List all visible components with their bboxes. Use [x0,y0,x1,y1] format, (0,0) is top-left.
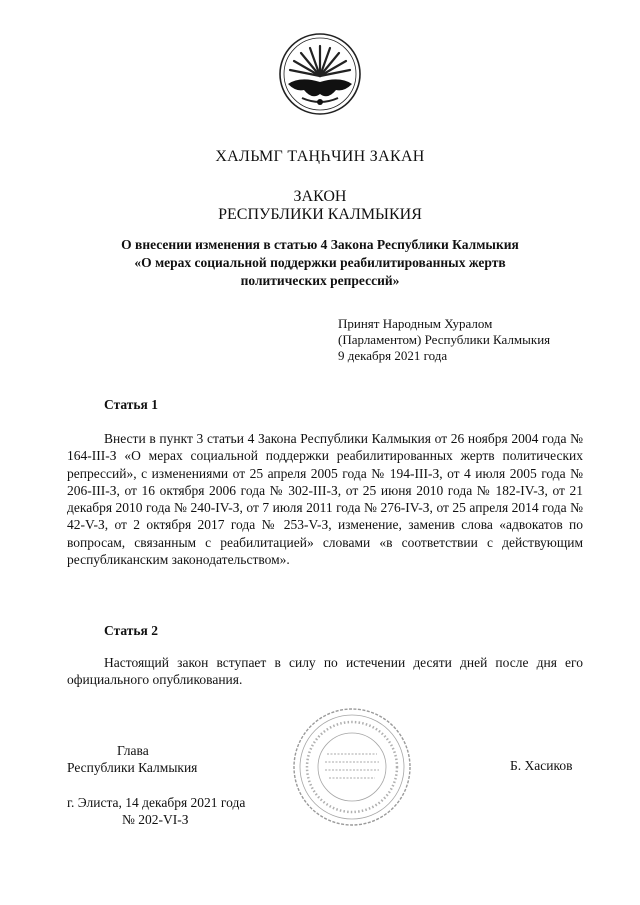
city-date: г. Элиста, 14 декабря 2021 года [67,795,246,810]
signatory-title-line-1: Глава [117,743,149,758]
kalmykia-coat-of-arms-icon [278,32,362,116]
article-1-text: Внести в пункт 3 статьи 4 Закона Республики Калмыкия от 26 ноября 2004 года № 164-III-З «О мерах социальной поддержки реабилитированных жертв политических репрессий», с изменениями от 25 апреля 2005 года № 194-III-З, от 4 июля 2005 года № 206-III-З, от 16 октября 2006 года № 302-III-З, от 25 июня 2010 года № 182-IV-З, от 21 декабря 2010 года № 240-IV-З, от 7 июля 2011 года № 276-IV-З, от 25 апреля 2014 года № 42-V-З, от 2 октября 2017 года № 253-V-З, изменение, заменив слова «адвокатов по вопросам, связанным с реабилитацией» словами «в соответствии с действующим республиканским законодательством». [67,431,583,568]
article-2-text: Настоящий закон вступает в силу по истечении десяти дней после дня его официального опубликования. [67,655,583,688]
place-date-number [67,794,245,828]
subject-line-2: «О мерах социальной поддержки реабилитированных жертв [134,255,506,270]
adoption-date: 9 декабря 2021 года [338,348,448,363]
signatory-title [67,742,197,776]
official-seal-stamp [291,706,413,828]
subject-line-1: О внесении изменения в статью 4 Закона Республики Калмыкия [121,237,519,252]
subject-line-3: политических репрессий» [240,273,400,288]
adoption-line-1: Принят Народным Хуралом [338,316,493,331]
adoption-line-2: (Парламентом) Республики Калмыкия [338,332,551,347]
article-2-heading: Статья 2 [104,623,158,638]
adoption-block [338,316,550,364]
kalmyk-title: ХАЛЬМГ ТАҢҺЧИН ЗАКАН [215,148,425,165]
law-word: ЗАКОН [293,188,347,205]
republic-name: РЕСПУБЛИКИ КАЛМЫКИЯ [218,206,422,223]
signatory-title-line-2: Республики Калмыкия [67,760,198,775]
signatory-name: Б. Хасиков [510,758,573,773]
article-1-heading: Статья 1 [104,397,158,412]
law-subject [0,236,640,290]
law-number: № 202-VI-З [122,812,189,827]
